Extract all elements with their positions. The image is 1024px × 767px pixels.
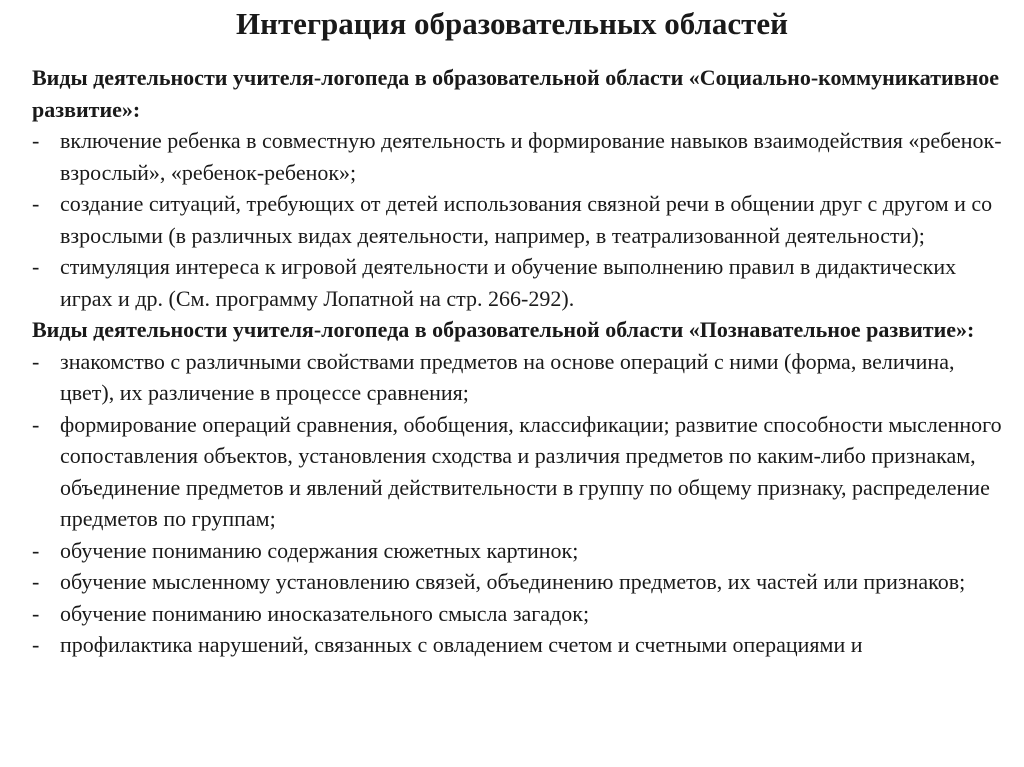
list-item [32, 346, 1007, 409]
list-item [32, 188, 1007, 251]
list-item-text: стимуляция интереса к игровой деятельности и обучение выполнению правил в дидактических играх и др. (См. программу Лопатной на стр. 266-292). [60, 254, 957, 311]
list-item [32, 598, 1007, 630]
list-item-text: создание ситуаций, требующих от детей использования связной речи в общении друг с другом и со взрослыми (в различных видах деятельности, например, в театрализованной деятельности); [60, 191, 993, 248]
list-item [32, 629, 1007, 661]
dash-bullet: - [32, 191, 40, 216]
section-heading: Виды деятельности учителя-логопеда в образовательной области «Социально-коммуникативное развитие»: [32, 65, 1000, 122]
list-item-text: формирование операций сравнения, обобщения, классификации; развитие способности мысленного сопоставления объектов, установления сходства и различия предметов по каким-либо признакам, объединение предметов и явлений действительности в группу по общему признаку, распределение предметов по группам; [60, 411, 1002, 531]
dash-bullet: - [32, 254, 40, 279]
section-social-communicative [32, 62, 1007, 314]
list-item-text: знакомство с различными свойствами предметов на основе операций с ними (форма, величина, цвет), их различение в процессе сравнения; [60, 348, 955, 405]
dash-bullet: - [32, 632, 40, 657]
list-item [32, 566, 1007, 598]
dash-bullet: - [32, 411, 40, 437]
list-item [32, 535, 1007, 567]
dash-bullet: - [32, 128, 40, 153]
list-item [32, 409, 1007, 535]
dash-bullet: - [32, 600, 40, 626]
slide-title: Интеграция образовательных областей [235, 6, 789, 41]
activity-list [32, 125, 1007, 314]
section-heading: Виды деятельности учителя-логопеда в образовательной области «Познавательное развитие»: [32, 317, 975, 342]
list-item-text: обучение мысленному установлению связей, объединению предметов, их частей или признаков; [60, 569, 966, 594]
list-item-text: обучение пониманию содержания сюжетных картинок; [60, 537, 579, 563]
dash-bullet: - [32, 569, 40, 594]
list-item-text: включение ребенка в совместную деятельность и формирование навыков взаимодействия «ребенок-взрослый», «ребенок-ребенок»; [60, 128, 1002, 185]
list-item [32, 125, 1007, 188]
list-item-text: профилактика нарушений, связанных с овладением счетом и счетными операциями и [60, 632, 863, 657]
activity-list [32, 346, 1007, 661]
section-cognitive [32, 314, 1007, 661]
slide-body [32, 62, 1007, 661]
list-item [32, 251, 1007, 314]
dash-bullet: - [32, 348, 40, 374]
dash-bullet: - [32, 537, 40, 563]
list-item-text: обучение пониманию иносказательного смысла загадок; [60, 600, 590, 626]
